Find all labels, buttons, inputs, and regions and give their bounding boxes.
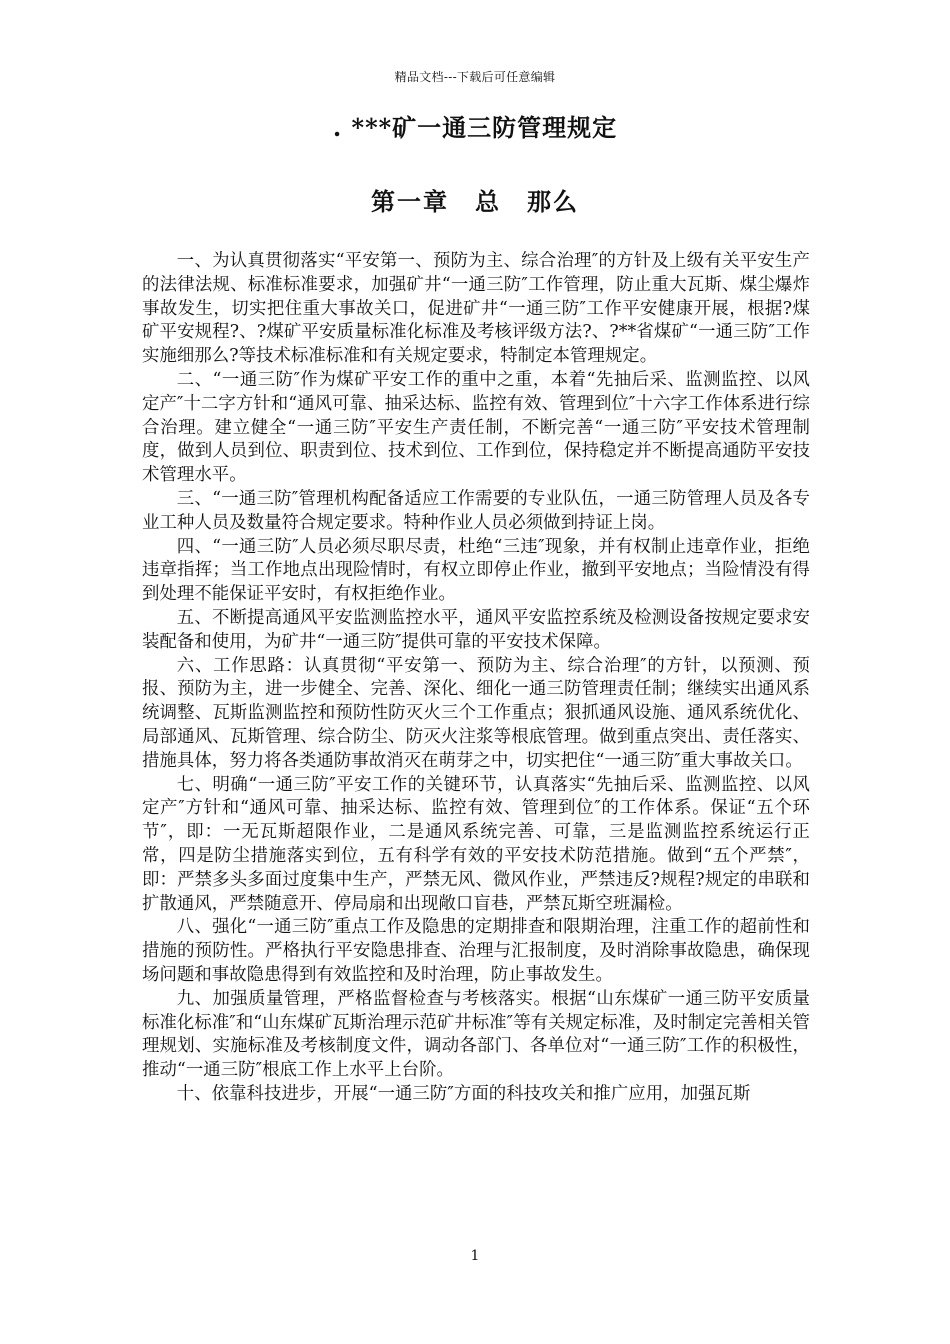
paragraph-8: 八、强化“一通三防″重点工作及隐患的定期排查和限期治理，注重工作的超前性和措施的预防性。严格执行平安隐患排查、治理与汇报制度，及时消除事故隐患，确保现场问题和事故隐患得到有效监控和及时治理，防止事故发生。 [142, 917, 810, 985]
page-number: 1 [470, 1248, 480, 1264]
paragraph-7: 七、明确“一通三防″平安工作的关键环节，认真落实“先抽后采、监测监控、以风定产″方针和“通风可靠、抽采达标、监控有效、管理到位″的工作体系。保证“五个环节″，即：一无瓦斯超限作业，二是通风系统完善、可靠，三是监测监控系统运行正常，四是防尘措施落实到位，五有科学有效的平安技术防范措施。做到“五个严禁″，即：严禁多头多面过度集中生产，严禁无风、微风作业，严禁违反?规程?规定的串联和扩散通风，严禁随意开、停局扇和出现敞口盲巷，严禁瓦斯空班漏检。 [142, 774, 810, 914]
paragraph-5: 五、不断提高通风平安监测监控水平，通风平安监控系统及检测设备按规定要求安装配备和使用，为矿井“一通三防″提供可靠的平安技术保障。 [142, 607, 810, 652]
paragraph-4: 四、“一通三防″人员必须尽职尽责，杜绝“三违″现象，并有权制止违章作业，拒绝违章指挥；当工作地点出现险情时，有权立即停止作业，撤到平安地点；当险情没有得到处理不能保证平安时，有权拒绝作业。 [142, 536, 810, 605]
paragraph-9: 九、加强质量管理，严格监督检查与考核落实。根据“山东煤矿一通三防平安质量标准化标准″和“山东煤矿瓦斯治理示范矿井标准″等有关规定标准，及时制定完善相关管理规划、实施标准及考核制度文件，调动各部门、各单位对“一通三防″工作的积极性，推动“一通三防″根底工作上水平上台阶。 [142, 988, 810, 1081]
chapter-title: 第一章 总 那么 [371, 187, 579, 216]
paragraph-1: 一、为认真贯彻落实“平安第一、预防为主、综合治理″的方针及上级有关平安生产的法律法规、标准标准要求，加强矿井“一通三防″工作管理，防止重大瓦斯、煤尘爆炸事故发生，切实把住重大事故关口，促进矿井“一通三防″工作平安健康开展，根据?煤矿平安规程?、?煤矿平安质量标准化标准及考核评级方法?、?**省煤矿“一通三防″工作实施细那么?等技术标准标准和有关规定要求，特制定本管理规定。 [142, 251, 810, 367]
paragraph-10: 十、依靠科技进步，开展“一通三防″方面的科技攻关和推广应用，加强瓦斯 [176, 1083, 751, 1104]
body-text [142, 250, 810, 1107]
paragraph-6: 六、工作思路：认真贯彻“平安第一、预防为主、综合治理″的方针，以预测、预报、预防为主，进一步健全、完善、深化、细化一通三防管理责任制；继续实出通风系统调整、瓦斯监测监控和预防性防灭火三个工作重点；狠抓通风设施、通风系统优化、局部通风、瓦斯管理、综合防尘、防灭火注浆等根底管理。做到重点突出、责任落实、措施具体，努力将各类通防事故消灭在萌芽之中，切实把住“一通三防″重大事故关口。 [142, 655, 810, 771]
header-note: 精品文档---下载后可任意编辑 [394, 70, 556, 84]
paragraph-2: 二、“一通三防″作为煤矿平安工作的重中之重，本着“先抽后采、监测监控、以风定产″十二字方针和“通风可靠、抽采达标、监控有效、管理到位″十六字工作体系进行综合治理。建立健全“一通三防″平安生产责任制，不断完善“一通三防″平安技术管理制度，做到人员到位、职责到位、技术到位、工作到位，保持稳定并不断提高通防平安技术管理水平。 [142, 369, 810, 486]
document-title: . ***矿一通三防管理规定 [332, 113, 618, 142]
paragraph-3: 三、“一通三防″管理机构配备适应工作需要的专业队伍，一通三防管理人员及各专业工种人员及数量符合规定要求。特种作业人员必须做到持证上岗。 [142, 488, 810, 533]
